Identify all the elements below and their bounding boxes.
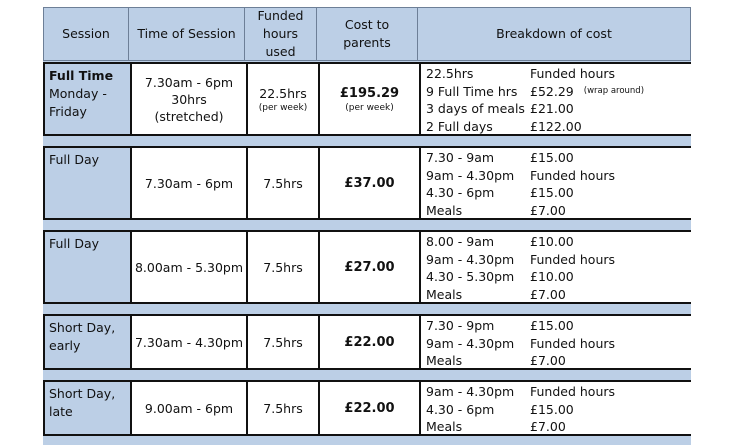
breakdown-value: Funded hours bbox=[530, 335, 616, 351]
time-range: 7.30am - 6pm bbox=[144, 74, 234, 90]
session-name: Short Day, late bbox=[49, 386, 116, 419]
breakdown-label: 4.30 - 6pm bbox=[426, 185, 495, 200]
breakdown-label: 7.30 - 9am bbox=[426, 150, 495, 165]
breakdown-cell bbox=[419, 64, 691, 134]
funded-hours-value: 7.5hrs bbox=[263, 400, 303, 416]
breakdown-label: 2 Full days bbox=[426, 118, 493, 134]
breakdown-value: Funded hours bbox=[530, 251, 616, 267]
breakdown-label: Meals bbox=[426, 286, 463, 302]
breakdown-line bbox=[426, 335, 691, 353]
funded-hours-cell bbox=[246, 64, 318, 134]
breakdown-line bbox=[426, 65, 691, 83]
table-row bbox=[43, 314, 691, 370]
breakdown-label: 8.00 - 9am bbox=[426, 234, 495, 249]
cost-cell bbox=[318, 64, 419, 134]
breakdown-line bbox=[426, 268, 691, 286]
header-breakdown: Breakdown of cost bbox=[496, 26, 612, 41]
breakdown-line bbox=[426, 100, 691, 118]
cost-cell bbox=[318, 232, 419, 302]
cost-value: £22.00 bbox=[344, 334, 395, 350]
funded-hours-value: 7.5hrs bbox=[263, 334, 303, 350]
breakdown-cell bbox=[419, 316, 691, 368]
header-cost: Cost to parents bbox=[317, 8, 418, 60]
table-row bbox=[43, 146, 691, 220]
breakdown-value: £10.00 bbox=[530, 234, 574, 249]
breakdown-line bbox=[426, 317, 691, 335]
breakdown-label: 9am - 4.30pm bbox=[426, 251, 515, 267]
breakdown-line bbox=[426, 352, 691, 370]
cost-cell bbox=[318, 148, 419, 218]
session-name: Short Day, early bbox=[49, 320, 116, 353]
breakdown-cell bbox=[419, 382, 691, 434]
breakdown-value: £15.00 bbox=[530, 150, 574, 165]
breakdown-note: (wrap around) bbox=[583, 85, 645, 96]
session-days: Monday - Friday bbox=[49, 86, 107, 119]
breakdown-value: £15.00 bbox=[530, 401, 574, 417]
session-name: Full Time bbox=[49, 68, 114, 83]
funded-hours-cell bbox=[246, 382, 318, 434]
time-range: 7.30am - 4.30pm bbox=[134, 334, 244, 350]
breakdown-line bbox=[426, 383, 691, 401]
breakdown-label: 4.30 - 6pm bbox=[426, 401, 495, 417]
breakdown-value: Funded hours bbox=[530, 66, 616, 81]
session-cell bbox=[45, 64, 130, 134]
breakdown-value: £7.00 bbox=[530, 419, 566, 434]
breakdown-label: 7.30 - 9pm bbox=[426, 318, 495, 333]
breakdown-line bbox=[426, 167, 691, 185]
time-cell bbox=[130, 64, 246, 134]
breakdown-line bbox=[426, 149, 691, 167]
time-range: 9.00am - 6pm bbox=[144, 400, 234, 416]
header-session: Session bbox=[44, 8, 129, 60]
cost-value: £27.00 bbox=[344, 259, 395, 275]
breakdown-line bbox=[426, 83, 691, 101]
breakdown-value: £7.00 bbox=[530, 202, 566, 218]
cost-value: £195.29 bbox=[339, 85, 400, 101]
breakdown-label: 3 days of meals bbox=[426, 101, 525, 116]
breakdown-label: 9am - 4.30pm bbox=[426, 384, 515, 399]
breakdown-value: £15.00 bbox=[530, 185, 574, 200]
breakdown-cell bbox=[419, 232, 691, 302]
time-note: 30hrs (stretched) bbox=[154, 91, 224, 124]
breakdown-value: Funded hours bbox=[530, 167, 616, 183]
funded-hours-value: 7.5hrs bbox=[263, 259, 303, 275]
cost-value: £37.00 bbox=[344, 175, 395, 191]
breakdown-label: 4.30 - 5.30pm bbox=[426, 269, 515, 284]
funded-hours-cell bbox=[246, 232, 318, 302]
funded-hours-cell bbox=[246, 316, 318, 368]
cost-value: £22.00 bbox=[344, 400, 395, 416]
breakdown-line bbox=[426, 401, 691, 419]
session-name: Full Day bbox=[49, 236, 100, 251]
breakdown-label: Meals bbox=[426, 419, 463, 434]
time-cell bbox=[130, 382, 246, 434]
breakdown-line bbox=[426, 233, 691, 251]
time-cell bbox=[130, 232, 246, 302]
breakdown-value: £7.00 bbox=[530, 286, 566, 302]
time-range: 8.00am - 5.30pm bbox=[134, 259, 244, 275]
session-cell bbox=[45, 232, 130, 302]
session-cell bbox=[45, 382, 130, 434]
breakdown-value: £52.29 bbox=[530, 83, 574, 99]
table-row bbox=[43, 380, 691, 436]
breakdown-cell bbox=[419, 148, 691, 218]
session-cell bbox=[45, 316, 130, 368]
session-name: Full Day bbox=[49, 152, 100, 167]
cost-cell bbox=[318, 382, 419, 434]
breakdown-value: Funded hours bbox=[530, 384, 616, 399]
funded-hours-value: 22.5hrs bbox=[259, 85, 307, 101]
header-funded-hours: Funded hours used bbox=[245, 8, 317, 60]
breakdown-label: 9am - 4.30pm bbox=[426, 167, 515, 183]
table-row bbox=[43, 62, 691, 136]
breakdown-label: Meals bbox=[426, 202, 463, 218]
breakdown-value: £122.00 bbox=[530, 118, 582, 134]
breakdown-label: 9 Full Time hrs bbox=[426, 83, 518, 99]
time-cell bbox=[130, 148, 246, 218]
header-time: Time of Session bbox=[129, 8, 245, 60]
breakdown-value: £10.00 bbox=[530, 269, 574, 284]
breakdown-label: 22.5hrs bbox=[426, 66, 474, 81]
breakdown-line bbox=[426, 251, 691, 269]
table-row bbox=[43, 230, 691, 304]
breakdown-line bbox=[426, 286, 691, 304]
breakdown-line bbox=[426, 202, 691, 220]
cost-note: (per week) bbox=[345, 102, 394, 113]
breakdown-line bbox=[426, 118, 691, 136]
time-cell bbox=[130, 316, 246, 368]
breakdown-value: £21.00 bbox=[530, 101, 574, 116]
funded-hours-cell bbox=[246, 148, 318, 218]
session-cell bbox=[45, 148, 130, 218]
breakdown-line bbox=[426, 184, 691, 202]
breakdown-label: Meals bbox=[426, 353, 463, 368]
funded-hours-note: (per week) bbox=[258, 102, 308, 113]
cost-cell bbox=[318, 316, 419, 368]
time-range: 7.30am - 6pm bbox=[144, 175, 234, 191]
breakdown-value: £15.00 bbox=[530, 318, 574, 333]
table-header bbox=[43, 7, 691, 61]
breakdown-label: 9am - 4.30pm bbox=[426, 335, 515, 351]
funded-hours-value: 7.5hrs bbox=[263, 175, 303, 191]
breakdown-value: £7.00 bbox=[530, 353, 566, 368]
pricing-table bbox=[43, 7, 691, 445]
breakdown-line bbox=[426, 418, 691, 436]
